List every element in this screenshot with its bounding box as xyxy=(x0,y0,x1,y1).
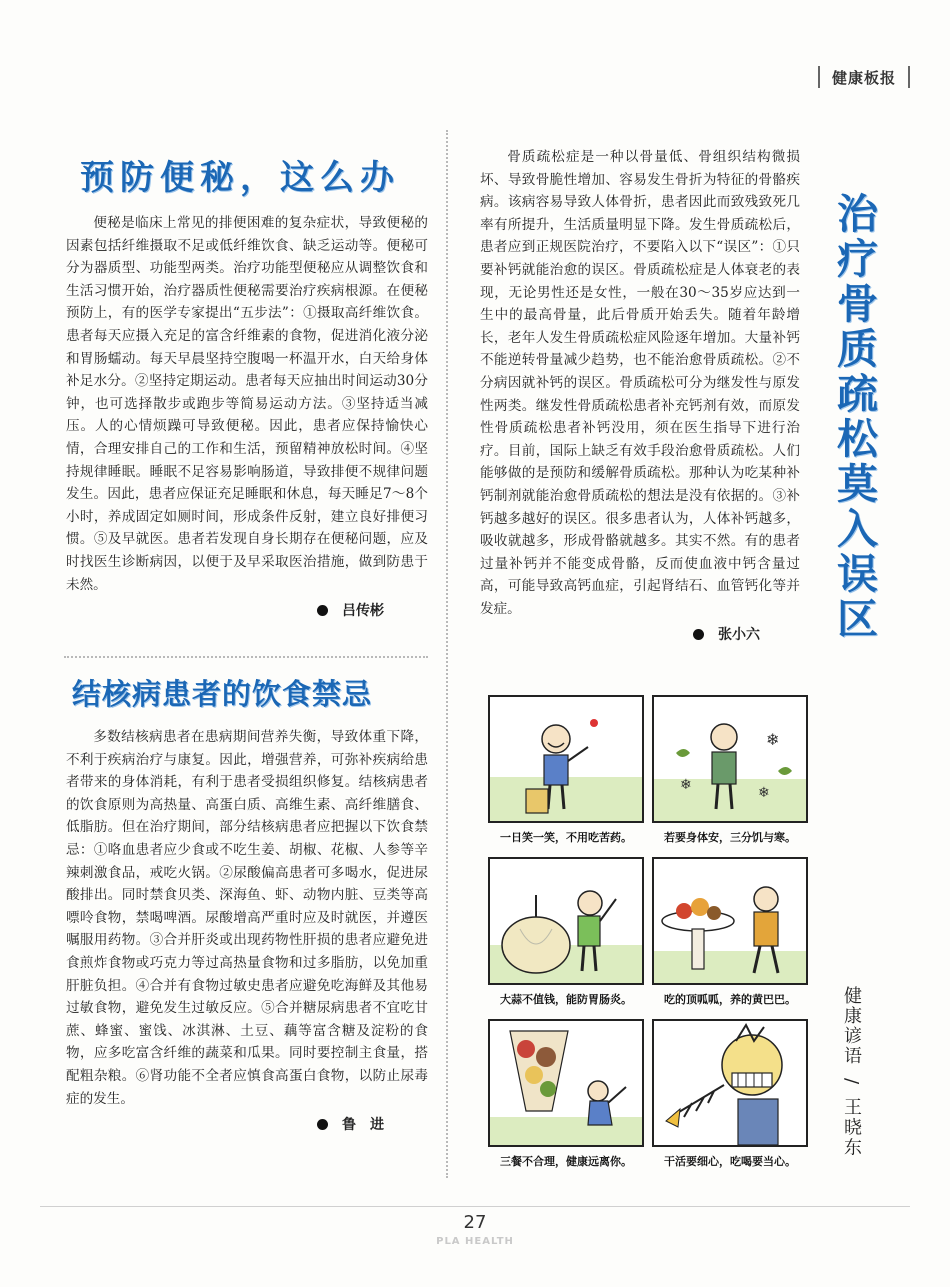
bullet-dot xyxy=(317,605,328,616)
comic-series-title: 健康谚语 xyxy=(841,986,862,1066)
comic-caption: 若要身体安，三分饥与寒。 xyxy=(664,831,796,844)
fish-bone-icon xyxy=(654,1021,806,1145)
laughing-elder-icon xyxy=(490,697,642,821)
comic-caption: 干活要细心，吃喝要当心。 xyxy=(664,1155,796,1168)
comic-panel xyxy=(652,1019,808,1181)
credit-separator: / xyxy=(841,1077,862,1086)
section-label: 健康板报 xyxy=(831,68,896,87)
shivering-elder-icon xyxy=(654,697,806,821)
author-name: 鲁 进 xyxy=(342,1117,384,1134)
section-header xyxy=(818,64,910,90)
byline xyxy=(66,1114,384,1134)
svg-text:❄: ❄ xyxy=(758,785,770,801)
column-divider xyxy=(446,130,448,1178)
author-name: 张小六 xyxy=(718,627,760,644)
comic-panel xyxy=(488,1019,644,1181)
article-body: 便秘是临床上常见的排便困难的复杂症状，导致便秘的因素包括纤维摄取不足或低纤维饮食、缺乏运动等。便秘可分为器质型、功能型两类。治疗功能型便秘应从调整饮食和生活习惯开始，治疗器质性便秘需要治疗疾病根源。在便秘预防上，有的医学专家提出“五步法”：①摄取高纤维饮食。患者每天应摄入充足的富含纤维素的食物，促进消化液分泌和胃肠蠕动。每天早晨坚持空腹喝一杯温开水，白天给身体补足水分。②坚持定期运动。患者每天应抽出时间运动30分钟，也可选择散步或跑步等简易运动方法。③坚持适当减压。人的心情烦躁可导致便秘。因此，患者应保持愉快心情，合理安排自己的工作和生活，预留精神放松时间。④坚持规律睡眠。睡眠不足容易影响肠道，导致排便不规律问题发生。因此，患者应保证充足睡眠和休息，每天睡足7～8个小时，养成固定如厕时间，形成条件反射，建立良好排便习惯。⑤及早就医。患者若发现自身长期存在便秘问题，应及时找医生诊断病因，以便于及早采取医治措施，做到防患于未然。 xyxy=(66,215,428,593)
comic-strip xyxy=(488,695,812,1181)
article-divider xyxy=(64,656,428,658)
byline xyxy=(480,624,760,644)
footer-rule xyxy=(40,1206,910,1207)
food-pile-icon xyxy=(490,1021,642,1145)
comic-caption: 大蒜不值钱，能防胃肠炎。 xyxy=(500,993,632,1006)
bullet-dot xyxy=(317,1119,328,1130)
author-name: 吕传彬 xyxy=(342,603,384,620)
article-title-tuberculosis-diet: 结核病患者的饮食禁忌 xyxy=(72,677,373,711)
article-tuberculosis-diet xyxy=(66,726,428,1134)
comic-panel xyxy=(488,857,644,1019)
byline xyxy=(66,600,384,620)
page-number: 27 xyxy=(463,1212,487,1233)
comic-artist: 王晓东 xyxy=(841,1097,862,1158)
comic-panel xyxy=(652,857,808,1019)
comic-credit xyxy=(838,986,864,1158)
article-body: 骨质疏松症是一种以骨量低、骨组织结构微损坏、导致骨脆性增加、容易发生骨折为特征的骨骼疾病。该病容易导致人体骨折，患者因此而致残致死几率有所提升，生活质量明显下降。发生骨质疏松后，患者应到正规医院治疗，不要陷入以下“误区”：①只要补钙就能治愈的误区。骨质疏松症是人体衰老的表现，无论男性还是女性，一般在30～35岁应达到一生中的最高骨量，此后骨质开始丢失。随着年龄增长，老年人发生骨质疏松症风险逐年增加。大量补钙不能逆转骨量减少趋势，也不能治愈骨质疏松。②不分病因就补钙的误区。骨质疏松可分为继发性与原发性两类。继发性骨质疏松患者补充钙剂有效，而原发性骨质疏松患者补钙没用，须在医生指导下进行治疗。目前，国际上缺乏有效手段治愈骨质疏松。人们能够做的是预防和缓解骨质疏松。那种认为吃某种补钙制剂就能治愈骨质疏松的想法是没有依据的。③补钙越多越好的误区。很多患者认为，人体补钙越多，吸收就越多，形成骨骼就越多。其实不然。有的患者过量补钙并不能变成骨骼，反而使血液中钙含量过高，可能导致高钙血症，引起肾结石、血管钙化等并发症。 xyxy=(480,149,800,617)
publication-name: PLA HEALTH xyxy=(436,1236,514,1247)
article-title-constipation: 预防便秘，这么办 xyxy=(80,158,400,198)
article-constipation xyxy=(66,212,428,620)
article-body: 多数结核病患者在患病期间营养失衡，导致体重下降，不利于疾病治疗与康复。因此，增强营养，可弥补疾病给患者带来的身体消耗，有利于患者受损组织修复。结核病患者的饮食原则为高热量、高蛋白质、高维生素、高纤维膳食、低脂肪。但在治疗期间，部分结核病患者应把握以下饮食禁忌：①咯血患者应少食或不吃生姜、胡椒、花椒、人参等辛辣刺激食品，戒吃火锅。②尿酸偏高患者可多喝水，促进尿酸排出。同时禁食贝类、深海鱼、虾、动物内脏、豆类等高嘌呤食物，禁喝啤酒。尿酸增高严重时应及时就医，并遵医嘱服用药物。③合并肝炎或出现药物性肝损的患者应避免进食煎炸食物或巧克力等过高热量食物和过多脂肪，以免加重肝脏负担。④合并有食物过敏史患者应避免吃海鲜及其他易过敏食物，避免发生过敏反应。⑤合并糖尿病患者不宜吃甘蔗、蜂蜜、蜜饯、冰淇淋、土豆、藕等富含糖及淀粉的食物，应多吃富含纤维的蔬菜和瓜果。同时要控制主食量，搭配粗杂粮。⑥肾功能不全者应慎食高蛋白食物，以防止尿毒症的发生。 xyxy=(66,729,428,1107)
comic-caption: 吃的顶呱呱，养的黄巴巴。 xyxy=(664,993,796,1006)
comic-panel xyxy=(488,695,644,857)
svg-text:❄: ❄ xyxy=(766,730,780,749)
garlic-icon xyxy=(490,859,642,983)
comic-panel xyxy=(652,695,808,857)
comic-caption: 三餐不合理，健康远离你。 xyxy=(500,1155,632,1168)
svg-text:❄: ❄ xyxy=(680,777,692,793)
comic-caption: 一日笑一笑，不用吃苦药。 xyxy=(500,831,632,844)
article-osteoporosis xyxy=(480,146,800,644)
article-title-osteoporosis: 治疗骨质疏松莫入误区 xyxy=(830,192,878,642)
food-plate-icon xyxy=(654,859,806,983)
bullet-dot xyxy=(693,629,704,640)
header-bar-right xyxy=(908,66,910,88)
